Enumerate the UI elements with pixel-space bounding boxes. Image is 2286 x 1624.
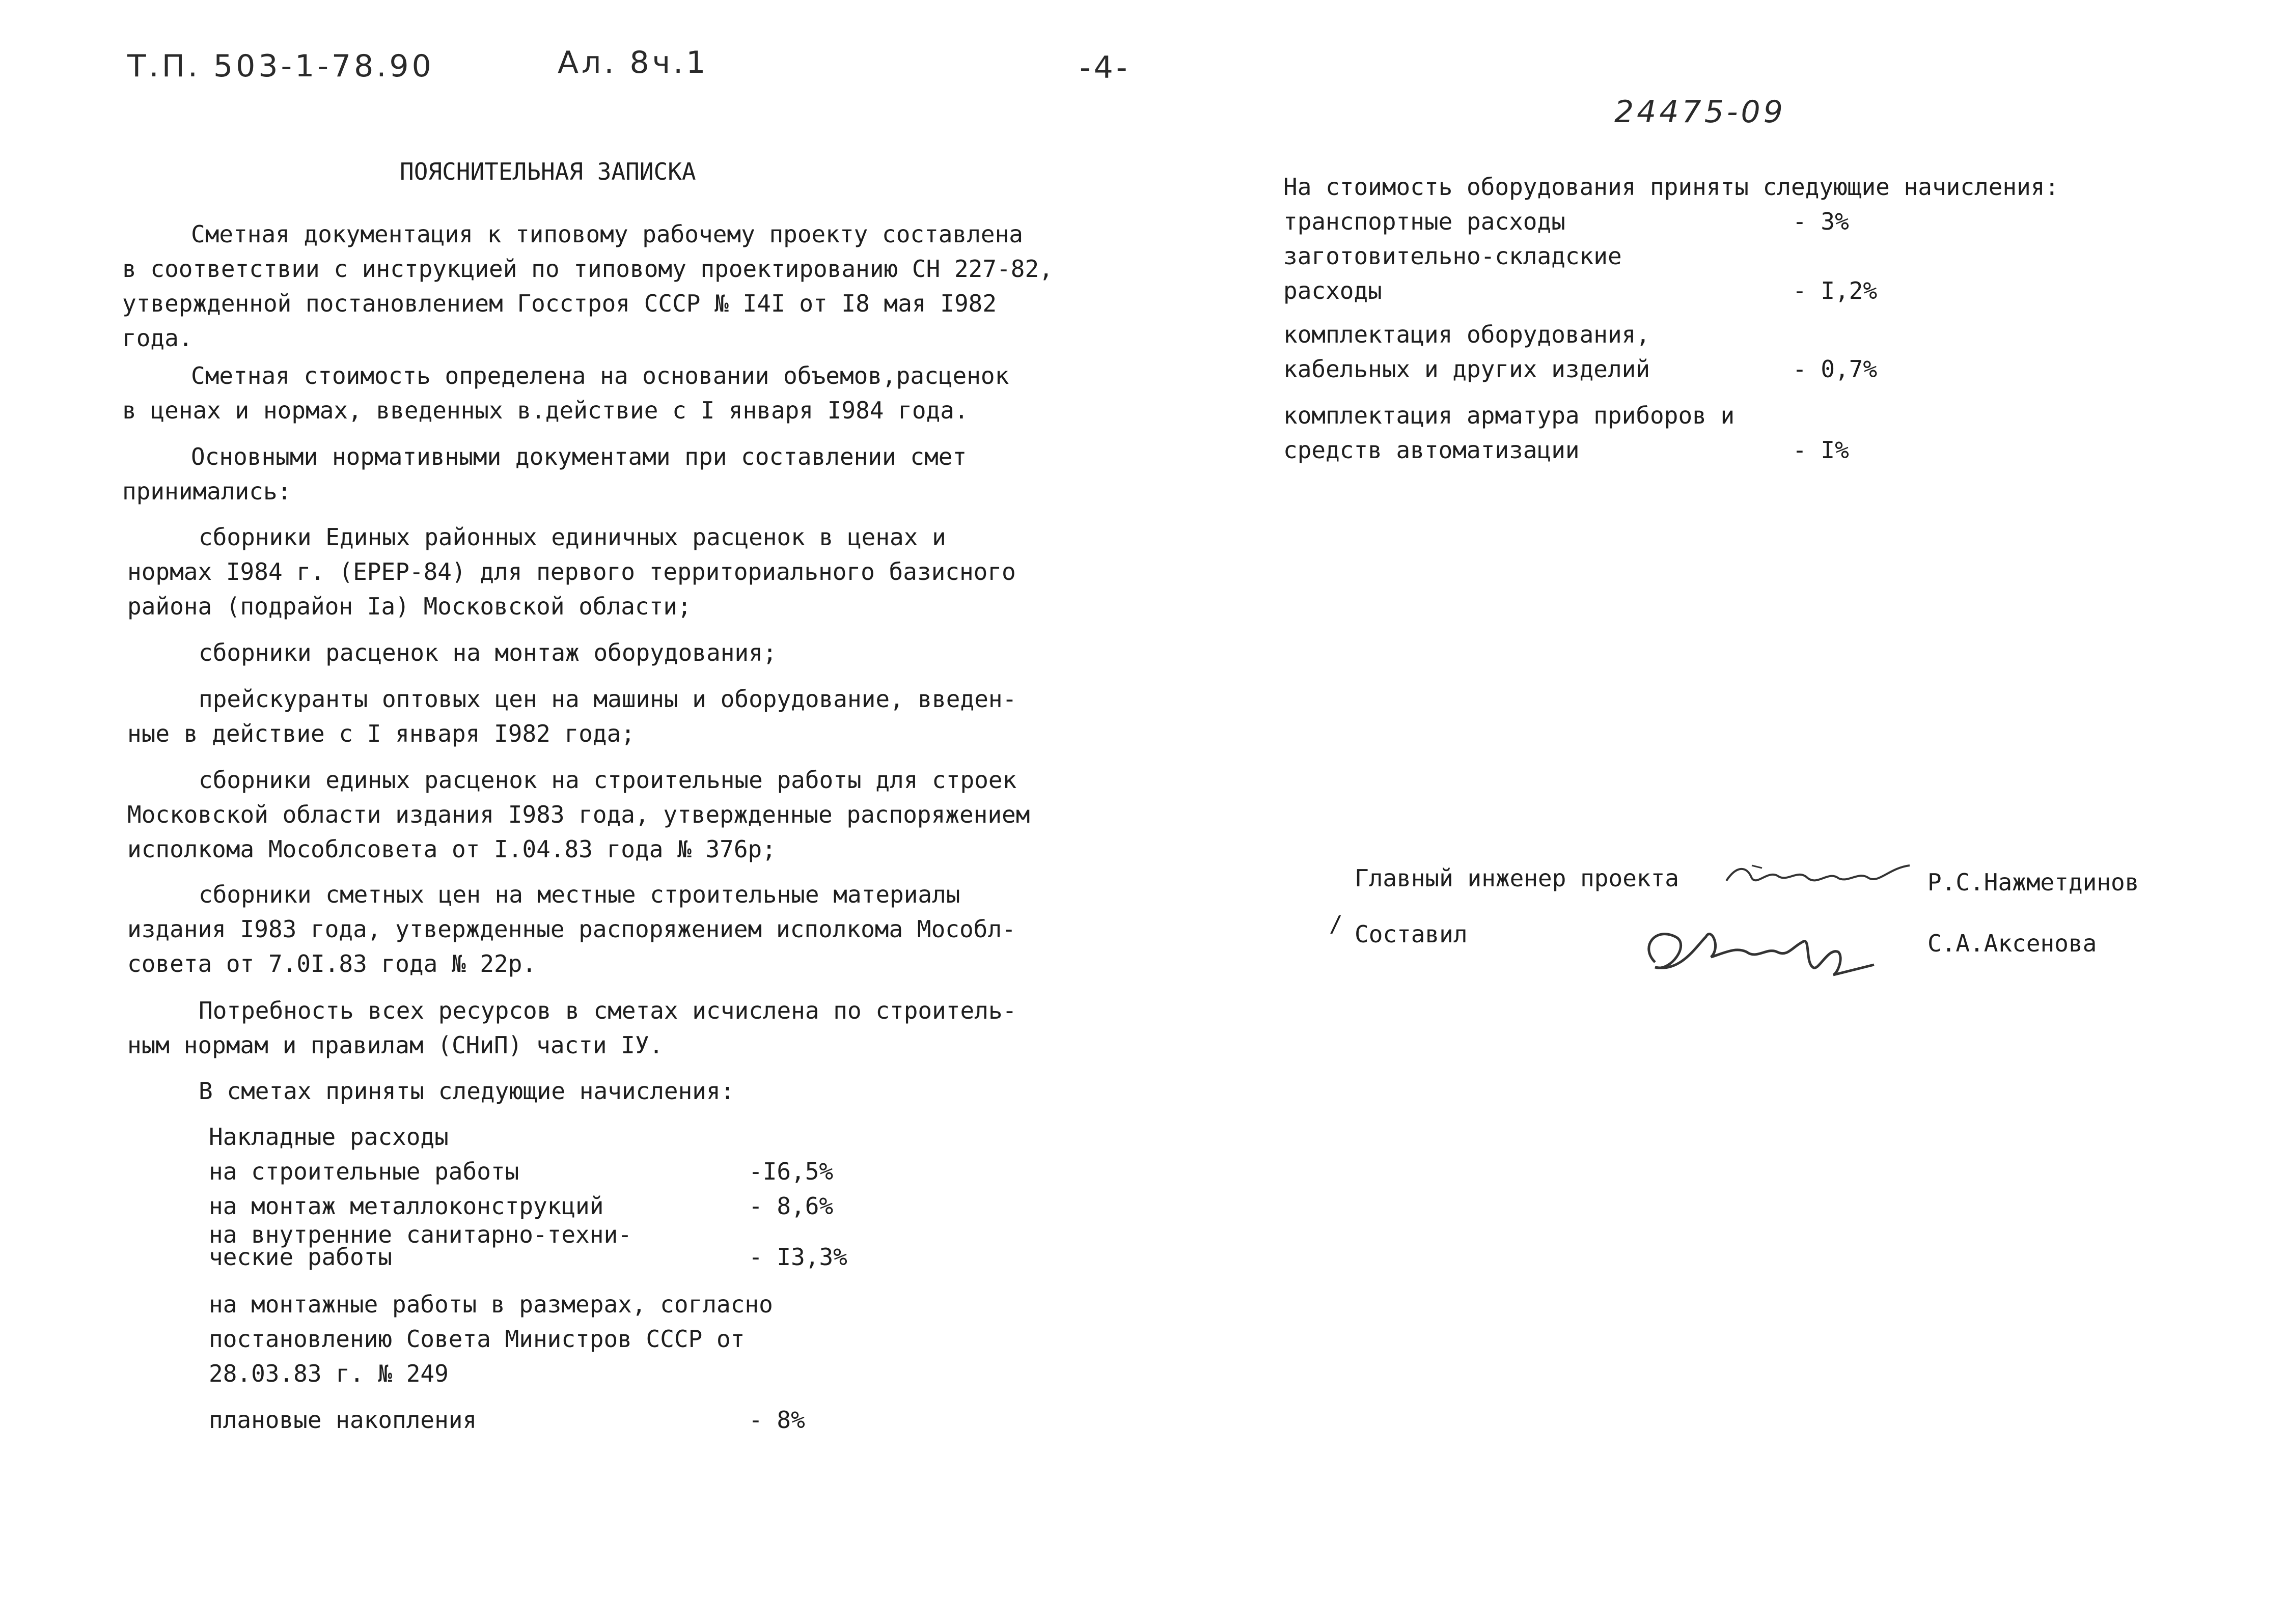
planned-label: плановые накопления: [209, 1406, 477, 1434]
list-item-2-line1: сборники расценок на монтаж оборудования;: [199, 639, 777, 666]
doc-code: Т.П. 503-1-78.90: [127, 48, 434, 84]
para4-line1: Потребность всех ресурсов в сметах исчислена по строитель-: [199, 997, 1017, 1024]
para2-line1: Сметная стоимость определена на основании объемов,расценок: [191, 362, 1009, 389]
signature-name-chief: Р.С.Нажметдинов: [1927, 869, 2139, 896]
right-value-storage: - I,2%: [1793, 277, 1878, 304]
list-item-5-line3: совета от 7.0I.83 года № 22р.: [127, 950, 537, 977]
right-charge-automation-1: комплектация арматура приборов и: [1283, 402, 1735, 429]
right-value-automation: - I%: [1793, 436, 1849, 464]
list-item-1-line2: нормах I984 г. (ЕРЕР-84) для первого территориального базисного: [127, 558, 1016, 585]
charge-label-construction: на строительные работы: [209, 1158, 519, 1185]
montage-note-line2: постановлению Совета Министров СССР от: [209, 1325, 745, 1353]
signature-compiler-icon: [1635, 916, 1899, 993]
right-charge-equipment-1: комплектация оборудования,: [1283, 321, 1650, 348]
overhead-heading: Накладные расходы: [209, 1123, 449, 1151]
list-item-1-line3: района (подрайон Iа) Московской области;: [127, 593, 692, 620]
list-item-1-line1: сборники Единых районных единичных расценок в ценах и: [199, 523, 946, 551]
para3-line2: принимались:: [122, 478, 292, 505]
right-charge-storage-1: заготовительно-складские: [1283, 242, 1622, 270]
right-charge-storage-2: расходы: [1283, 277, 1382, 304]
montage-note-line3: 28.03.83 г. № 249: [209, 1360, 449, 1387]
right-intro: На стоимость оборудования приняты следующие начисления:: [1283, 173, 2059, 201]
list-item-3-line2: ные в действие с I января I982 года;: [127, 720, 635, 747]
para2-line2: в ценах и нормах, введенных в.действие с I января I984 года.: [122, 397, 969, 424]
right-charge-transport: транспортные расходы: [1283, 208, 1565, 235]
montage-note-line1: на монтажные работы в размерах, согласно: [209, 1291, 773, 1318]
planned-value: - 8%: [749, 1406, 805, 1434]
handwritten-slash: /: [1329, 911, 1343, 937]
para1-line4: года.: [122, 324, 193, 352]
para4-line2: ным нормам и правилам (СНиП) части IУ.: [127, 1031, 664, 1059]
para1-line3: утвержденной постановлением Госстроя СССР № I4I от I8 мая I982: [122, 290, 997, 317]
charge-label-metal: на монтаж металлоконструкций: [209, 1192, 604, 1220]
signature-role-chief: Главный инженер проекта: [1355, 864, 1679, 892]
charge-label-sanitary-1: на внутренние санитарно-техни-: [209, 1221, 632, 1248]
charge-label-sanitary-2: ческие работы: [209, 1243, 393, 1271]
right-value-equipment: - 0,7%: [1793, 355, 1878, 383]
para1-line2: в соответствии с инструкцией по типовому проектированию СН 227-82,: [122, 255, 1053, 283]
list-item-4-line3: исполкома Мособлсовета от I.04.83 года № 376р;: [127, 835, 776, 863]
para3-line1: Основными нормативными документами при составлении смет: [191, 443, 967, 470]
signature-chief-icon: [1721, 855, 1915, 896]
signature-role-compiler: Составил: [1355, 920, 1468, 948]
charge-value-metal: - 8,6%: [749, 1192, 834, 1220]
list-item-4-line1: сборники единых расценок на строительные работы для строек: [199, 766, 1017, 794]
list-item-3-line1: прейскуранты оптовых цен на машины и оборудование, введен-: [199, 685, 1017, 713]
archive-number: 24475-09: [1614, 94, 1786, 130]
para1-line1: Сметная документация к типовому рабочему проекту составлена: [191, 220, 1023, 248]
album-number: Ал. 8ч.1: [558, 45, 709, 80]
charge-value-sanitary: - I3,3%: [749, 1243, 847, 1271]
right-charge-automation-2: средств автоматизации: [1283, 436, 1580, 464]
charge-value-construction: -I6,5%: [749, 1158, 834, 1185]
list-item-4-line2: Московской области издания I983 года, утвержденные распоряжением: [127, 801, 1030, 828]
charges-intro: В сметах приняты следующие начисления:: [199, 1077, 735, 1105]
page-title: ПОЯСНИТЕЛЬНАЯ ЗАПИСКА: [400, 158, 696, 185]
right-charge-equipment-2: кабельных и других изделий: [1283, 355, 1650, 383]
right-value-transport: - 3%: [1793, 208, 1849, 235]
signature-name-compiler: С.А.Аксенова: [1927, 930, 2097, 957]
list-item-5-line2: издания I983 года, утвержденные распоряжением исполкома Мособл-: [127, 915, 1016, 943]
page-number: -4-: [1080, 50, 1131, 86]
list-item-5-line1: сборники сметных цен на местные строительные материалы: [199, 881, 960, 908]
